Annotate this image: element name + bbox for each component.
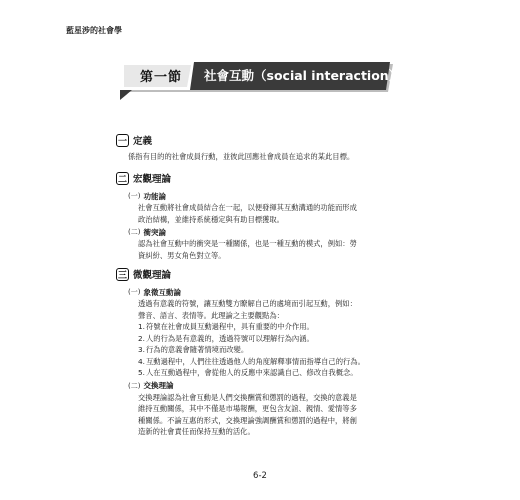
subsection-marker: (二) [128, 381, 141, 390]
body-line: 種關係。不論互惠的形式，交換理論強調酬賞和懲罰的過程中，將創 [138, 415, 357, 425]
list-text: 人的行為是有意義的，透過符號可以理解行為內涵。 [146, 333, 314, 343]
section-number-badge: 一 [116, 134, 129, 147]
subsection-title: 功能論 [143, 191, 166, 201]
subsection-marker: (一) [128, 288, 141, 296]
subsection-body [116, 392, 438, 438]
list-item [138, 333, 438, 345]
section-title: 定義 [133, 136, 153, 147]
chapter-title: 社會互動（social interaction） [204, 68, 402, 83]
subsection-title: 象徵互動論 [143, 287, 181, 297]
body-line: 政治結構，並維持系統穩定與有助目標獲取。 [138, 214, 284, 224]
list-text: 人在互動過程中，會從他人的反應中來認識自己、修改自我概念。 [146, 368, 358, 377]
body-line: 交換理論認為社會互動是人們交換酬賞和懲罰的過程，交換的意義是 [138, 392, 357, 402]
chapter-banner [120, 58, 402, 98]
subsection-title: 交換理論 [143, 381, 174, 390]
section-title: 宏觀理論 [133, 174, 172, 185]
subsection-exchange-theory [116, 380, 438, 392]
body-line: 維持互動關係，其中不僅是市場報酬，更包含友誼、親情、愛情等多 [138, 404, 357, 413]
body-line: 聲音、語言、表情等。此理論之主要觀點為： [138, 310, 284, 320]
list-item [138, 356, 438, 368]
chapter-label: 第一節 [139, 70, 182, 85]
list-item [138, 321, 438, 333]
subsection-marker: (二) [128, 228, 141, 236]
subsection-body [116, 202, 357, 225]
running-head: 藍星涉的社會學 [66, 26, 122, 35]
section-micro-theory [116, 266, 438, 438]
body-line: 造新的社會責任而保持互動的活化。 [138, 427, 255, 436]
body-line: 透過有意義的符號，讓互動雙方瞭解自己的處境而引起互動，例如： [138, 299, 357, 308]
subsection-conflict-theory [116, 226, 357, 238]
list-item [138, 344, 438, 356]
subsection-title: 衝突論 [143, 227, 166, 237]
list-number: 1. [138, 322, 145, 331]
page-number: 6-2 [253, 471, 267, 481]
list-text: 互動過程中，人們往往透過他人的角度解釋事情而指導自己的行為。 [146, 356, 365, 366]
list-text: 行為的意義會隨著情境而改變。 [146, 345, 249, 354]
subsection-symbolic-interactionism [116, 286, 438, 298]
section-title: 微觀理論 [133, 270, 172, 281]
list-text: 符號在社會成員互動過程中，具有重要的中介作用。 [146, 322, 314, 331]
section-number-badge: 三 [116, 268, 129, 281]
list-item [138, 367, 438, 379]
section-number-badge: 二 [116, 172, 129, 185]
body-line: 資糾紛、男女角色對立等。 [138, 250, 226, 260]
list-number: 5. [138, 368, 145, 377]
list-number: 2. [138, 333, 145, 343]
list-number: 4. [138, 356, 145, 366]
list-number: 3. [138, 345, 145, 354]
section-macro-theory [116, 170, 357, 261]
section-definition [116, 132, 354, 163]
definition-text: 係指有目的的社會成員行動，並彼此回應社會成員在追求的某此目標。 [128, 152, 355, 161]
subsection-body [116, 238, 357, 261]
subsection-body [116, 298, 438, 379]
body-line: 社會互動將社會成員結合在一起，以便發揮其互動溝通的功能而形成 [138, 203, 357, 212]
subsection-functionalism [116, 190, 357, 202]
subsection-marker: (一) [128, 192, 141, 200]
body-line: 認為社會互動中的衝突是一種關係，也是一種互動的模式，例如：勞 [138, 239, 357, 248]
